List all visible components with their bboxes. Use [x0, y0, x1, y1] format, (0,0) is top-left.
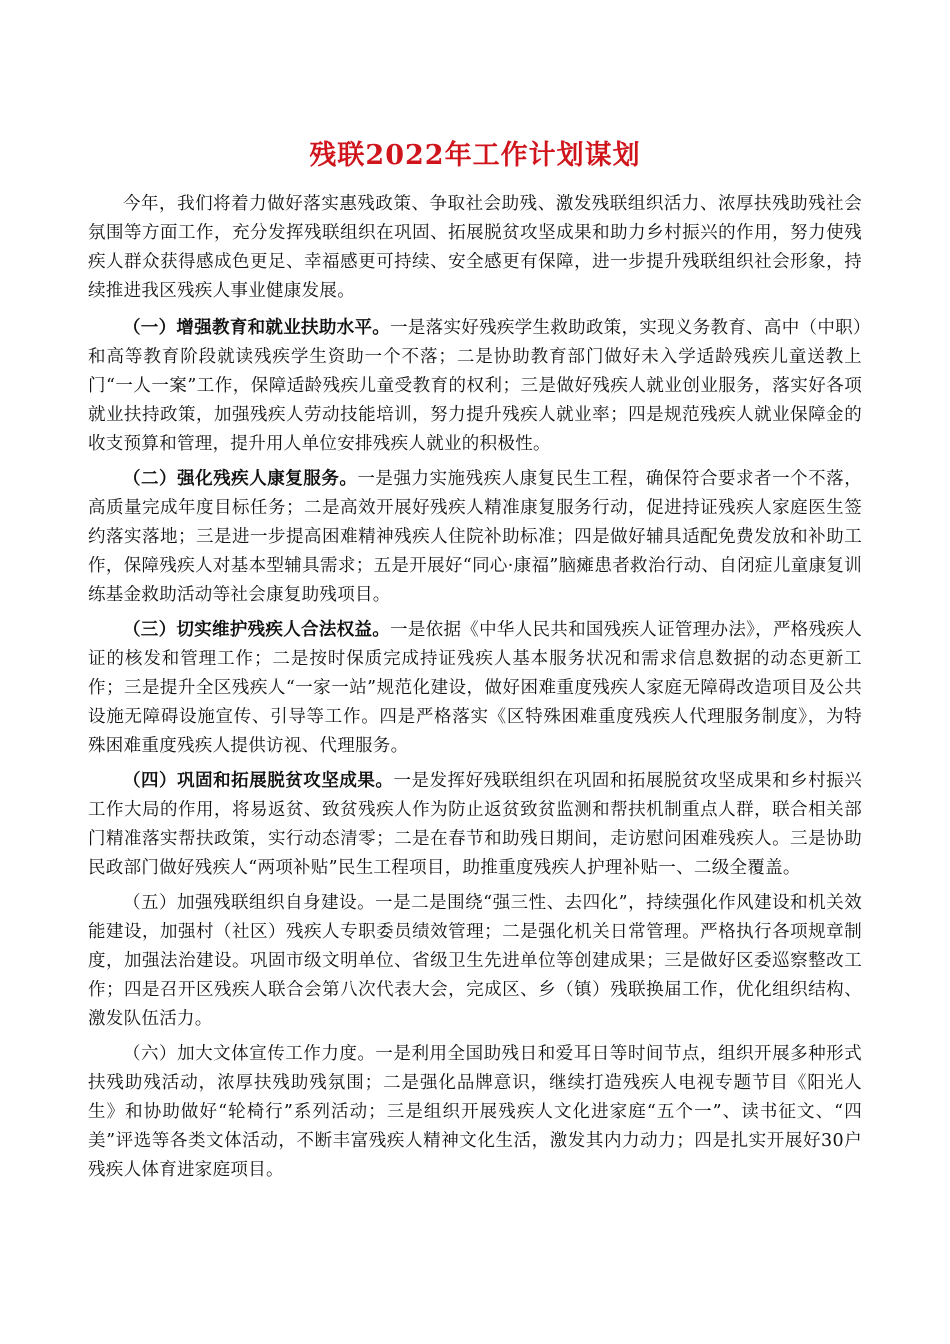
- section-2-heading: （二）强化残疾人康复服务。: [123, 469, 358, 489]
- section-1-heading: （一）增强教育和就业扶助水平。: [123, 318, 391, 338]
- section-1-body: 一是落实好残疾学生救助政策，实现义务教育、高中（中职）和高等教育阶段就读残疾学生资助一个不落；二是协助教育部门做好未入学适龄残疾儿童送教上门“一人一案”工作，保障适龄残疾儿童受教育的权利；三是做好残疾人就业创业服务，落实好各项就业扶持政策，加强残疾人劳动技能培训，努力提升残疾人就业率；四是规范残疾人就业保障金的收支预算和管理，提升用人单位安排残疾人就业的积极性。: [88, 318, 862, 454]
- document-title: 残联2022年工作计划谋划: [309, 140, 641, 171]
- section-3-heading: （三）切实维护残疾人合法权益。: [123, 620, 391, 640]
- document-page: [88, 132, 862, 1191]
- section-4-body: 一是发挥好残联组织在巩固和拓展脱贫攻坚成果和乡村振兴工作大局的作用，将易返贫、致贫残疾人作为防止返贫致贫监测和帮扶机制重点人群，联合相关部门精准落实帮扶政策，实行动态清零；二是在春节和助残日期间，走访慰问困难残疾人。三是协助民政部门做好残疾人“两项补贴”民生工程项目，助推重度残疾人护理补贴一、二级全覆盖。: [88, 771, 862, 878]
- intro-paragraph: 今年，我们将着力做好落实惠残政策、争取社会助残、激发残联组织活力、浓厚扶残助残社会氛围等方面工作，充分发挥残联组织在巩固、拓展脱贫攻坚成果和助力乡村振兴的作用，努力使残疾人群众获得感成色更足、幸福感更可持续、安全感更有保障，进一步提升残联组织社会形象，持续推进我区残疾人事业健康发展。: [88, 194, 862, 301]
- section-1-paragraph: [88, 314, 862, 459]
- section-2-body: 一是强力实施残疾人康复民生工程，确保符合要求者一个不落，高质量完成年度目标任务；二是高效开展好残疾人精准康复服务行动，促进持证残疾人家庭医生签约落实落地；三是进一步提高困难精神残疾人住院补助标准；四是做好辅具适配免费发放和补助工作，保障残疾人对基本型辅具需求；五是开展好“同心·康福”脑瘫患者救治行动、自闭症儿童康复训练基金救助活动等社会康复助残项目。: [88, 469, 862, 605]
- section-6-paragraph: [88, 1040, 862, 1185]
- section-2-paragraph: [88, 465, 862, 610]
- section-6-body: （六）加大文体宣传工作力度。一是利用全国助残日和爱耳日等时间节点，组织开展多种形式扶残助残活动，浓厚扶残助残氛围；二是强化品牌意识，继续打造残疾人电视专题节目《阳光人生》和协助做好“轮椅行”系列活动；三是组织开展残疾人文化进家庭“五个一”、读书征文、“四美”评选等各类文体活动，不断丰富残疾人精神文化生活，激发其内力动力；四是扎实开展好30户残疾人体育进家庭项目。: [88, 1044, 862, 1180]
- section-3-body: 一是依据《中华人民共和国残疾人证管理办法》，严格残疾人证的核发和管理工作；二是按时保质完成持证残疾人基本服务状况和需求信息数据的动态更新工作；三是提升全区残疾人“一家一站”规范化建设，做好困难重度残疾人家庭无障碍改造项目及公共设施无障碍设施宣传、引导等工作。四是严格落实《区特殊困难重度残疾人代理服务制度》，为特殊困难重度残疾人提供访视、代理服务。: [88, 620, 862, 756]
- section-4-paragraph: [88, 767, 862, 883]
- section-5-paragraph: [88, 889, 862, 1034]
- section-5-body: （五）加强残联组织自身建设。一是二是围绕“强三性、去四化”，持续强化作风建设和机关效能建设，加强村（社区）残疾人专职委员绩效管理；二是强化机关日常管理。严格执行各项规章制度，加强法治建设。巩固市级文明单位、省级卫生先进单位等创建成果；三是做好区委巡察整改工作；四是召开区残疾人联合会第八次代表大会，完成区、乡（镇）残联换届工作，优化组织结构、激发队伍活力。: [88, 893, 862, 1029]
- section-4-heading: （四）巩固和拓展脱贫攻坚成果。: [123, 771, 394, 791]
- section-3-paragraph: [88, 616, 862, 761]
